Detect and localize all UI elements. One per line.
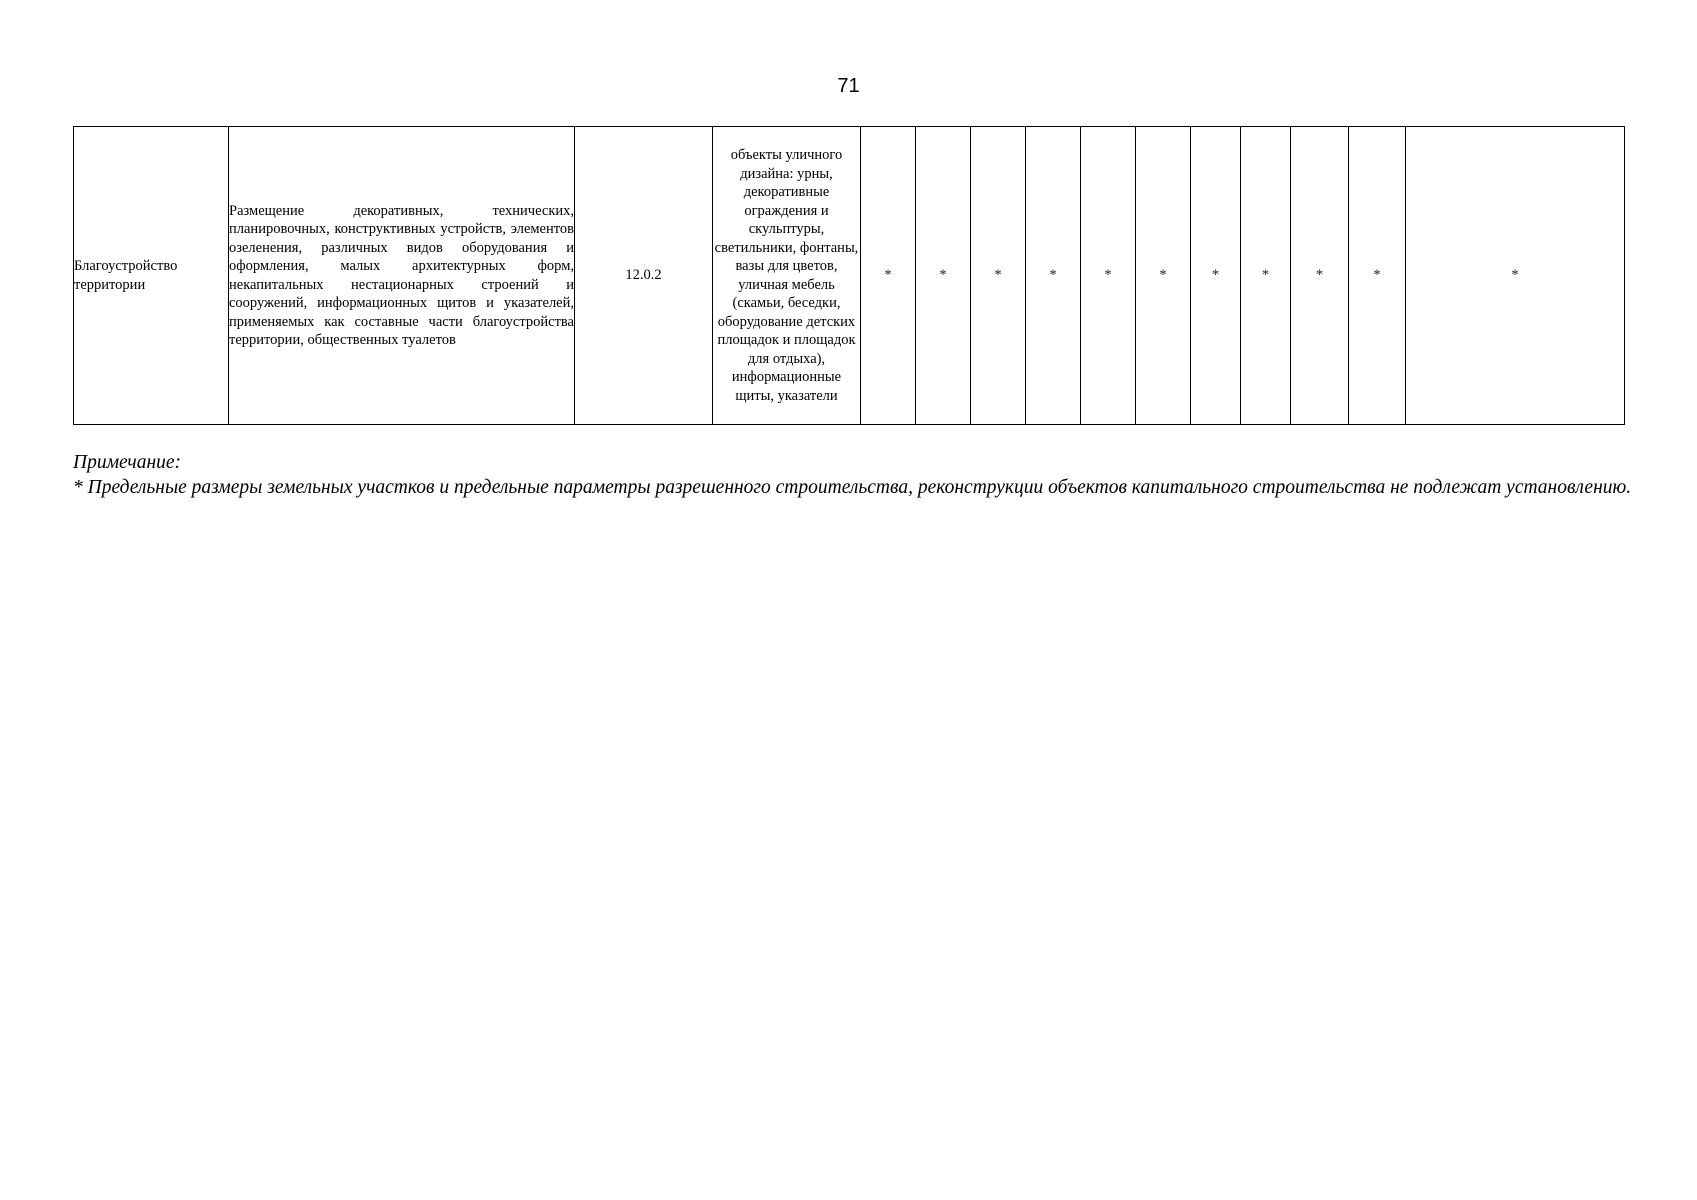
parameter-cell: * — [1349, 127, 1406, 425]
parameter-cell: * — [1191, 127, 1241, 425]
permitted-use-examples: объекты уличного дизайна: урны, декоративные ограждения и скульптуры, светильники, фонтаны, вазы для цветов, уличная мебель (скамьи, беседки, оборудование детских площадок и площадок для отдыха), информационные щиты, указатели — [713, 127, 861, 425]
parameter-cell: * — [1026, 127, 1081, 425]
parameter-cell: * — [916, 127, 971, 425]
note — [73, 450, 1633, 500]
parameter-cell: * — [1136, 127, 1191, 425]
parameter-cell: * — [861, 127, 916, 425]
parameter-cell: * — [1241, 127, 1291, 425]
permitted-use-name: Благоустройство территории — [74, 127, 229, 425]
page-number: 71 — [837, 75, 860, 97]
permitted-use-code: 12.0.2 — [575, 127, 713, 425]
parameter-cell: * — [1081, 127, 1136, 425]
parameter-cell: * — [1406, 127, 1625, 425]
note-title: Примечание: — [73, 452, 182, 473]
permitted-use-description: Размещение декоративных, технических, планировочных, конструктивных устройств, элементов озеленения, различных видов оборудования и оформления, малых архитектурных форм, некапитальных нестационарных строений и сооружений, информационных щитов и указателей, применяемых как составные части благоустройства территории, общественных туалетов — [229, 127, 575, 425]
parameter-cell: * — [971, 127, 1026, 425]
table-row — [74, 127, 1625, 425]
regulations-table — [73, 126, 1625, 425]
parameter-cell: * — [1291, 127, 1349, 425]
note-text: * Предельные размеры земельных участков и предельные параметры разрешенного строительства, реконструкции объектов капитального строительства не подлежат установлению. — [73, 477, 1632, 498]
